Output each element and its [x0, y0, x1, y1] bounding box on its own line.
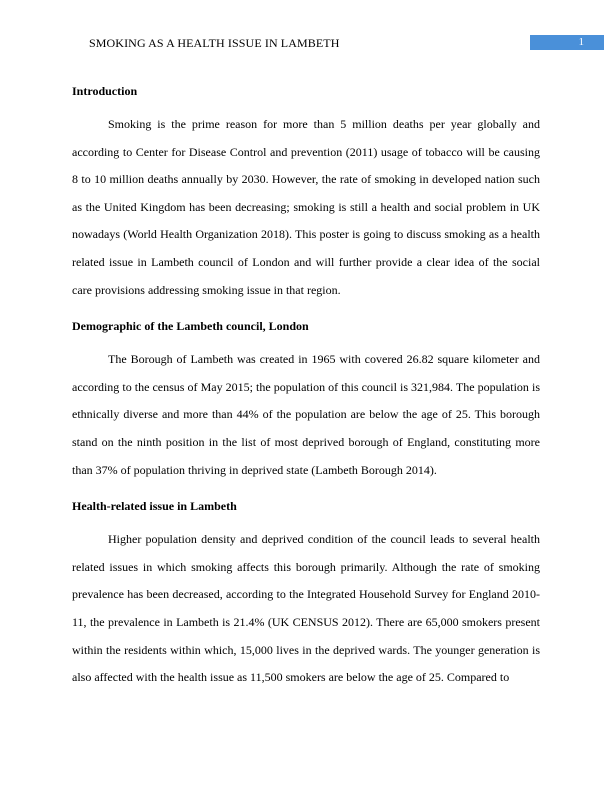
paragraph-introduction: Smoking is the prime reason for more than 5 million deaths per year globally and according to Center for Disease Control and prevention (2011) usage of tobacco will be causing 8 to 10 million deaths annually by 2030. However, the rate of smoking in developed nation such as the United Kingdom has been decreasing; smoking is still a health and social problem in UK nowadays (World Health Organization 2018). This poster is going to discuss smoking as a health related issue in Lambeth council of London and will further provide a clear idea of the social care provisions addressing smoking issue in that region.	[72, 117, 540, 297]
paragraph-health-issue: Higher population density and deprived condition of the council leads to several health related issues in which smoking affects this borough primarily. Although the rate of smoking prevalence has been decreased, according to the Integrated Household Survey for England 2010-11, the prevalence in Lambeth is 21.4% (UK CENSUS 2012). There are 65,000 smokers present within the residents within which, 15,000 lives in the deprived wards. The younger generation is also affected with the health issue as 11,500 smokers are below the age of 25. Compared to	[72, 532, 540, 685]
section-heading-health-issue: Health-related issue in Lambeth	[72, 499, 237, 514]
section-heading-demographic: Demographic of the Lambeth council, London	[72, 319, 309, 334]
document-body	[72, 78, 540, 692]
page-number: 1	[530, 35, 604, 50]
section-heading-introduction: Introduction	[72, 84, 138, 98]
running-header-title: SMOKING AS A HEALTH ISSUE IN LAMBETH	[89, 36, 340, 50]
paragraph-demographic: The Borough of Lambeth was created in 1965 with covered 26.82 square kilometer and according to the census of May 2015; the population of this council is 321,984. The population is ethnically diverse and more than 44% of the population are below the age of 25. This borough stand on the ninth position in the list of most deprived borough of England, constituting more than 37% of population thriving in deprived state (Lambeth Borough 2014).	[72, 352, 540, 477]
